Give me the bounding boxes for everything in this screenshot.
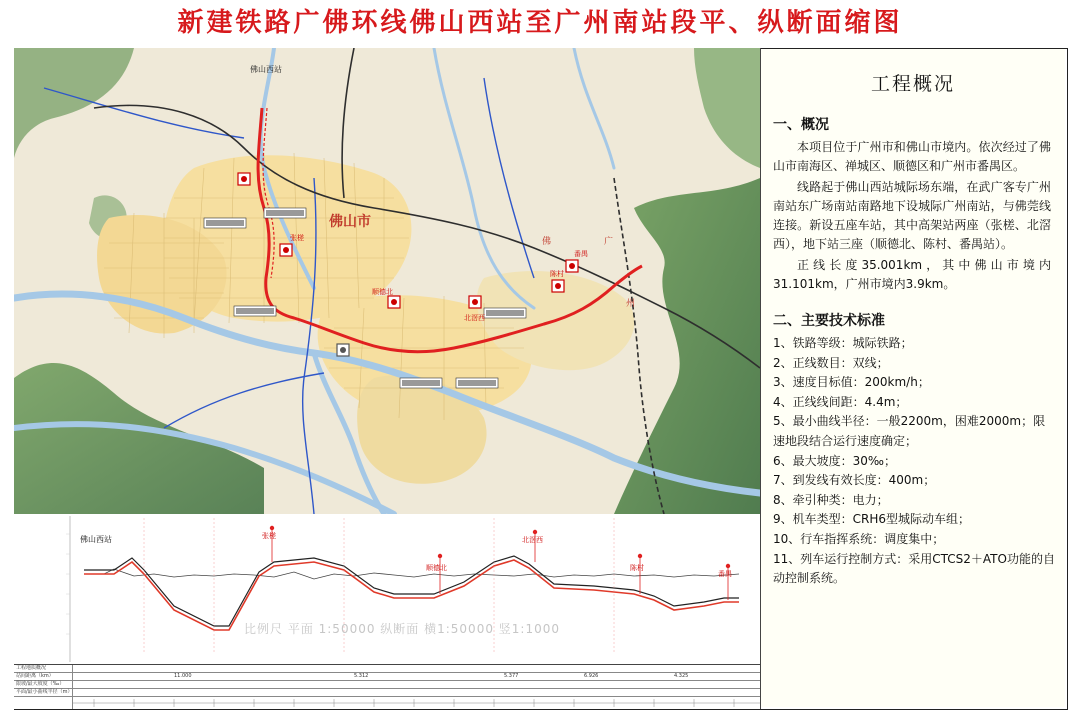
table-cell-distance: 4.325	[674, 673, 689, 679]
list-item: 8、牵引种类：电力；	[773, 492, 889, 507]
panel-heading: 工程概况	[870, 73, 955, 95]
station-marker-shundebei[interactable]	[388, 296, 400, 308]
profile-station-label-4: 陈村	[630, 564, 644, 572]
profile-station-label-3: 北滘西	[522, 536, 543, 544]
table-row	[14, 689, 760, 697]
table-row-label: 工程地质概况	[16, 665, 47, 671]
list-item: 2、正线数目：双线；	[773, 355, 889, 370]
thumbnail-zhangcha	[204, 218, 246, 228]
overview-paragraph-3: 正线长度35.001km，其中佛山市境内31.101km，广州市境内3.9km。	[773, 258, 1051, 291]
table-cell-distance: 11.000	[174, 673, 192, 679]
profile-station-label-1: 张槎	[262, 532, 276, 540]
map-station-label-chencun: 陈村	[550, 270, 564, 278]
list-item: 3、速度目标值：200km/h；	[773, 375, 930, 390]
table-row-label: 限坡/最大坡度（‰）	[16, 681, 65, 687]
profile-svg	[14, 514, 760, 664]
station-marker-panyu[interactable]	[566, 260, 578, 272]
list-item: 6、最大坡度：30‰；	[773, 453, 897, 468]
profile-station-label-2: 顺德北	[426, 564, 447, 572]
thumbnail-beijiao	[400, 378, 442, 388]
project-overview-panel	[761, 49, 1065, 707]
route-plan-map	[14, 48, 761, 515]
station-marker-foshanxi[interactable]	[238, 173, 250, 185]
overview-paragraph-2: 线路起于佛山西站城际场东端，在武广客专广州南站东广场南站南路地下设城际广州南站，与佛莞线连接。新设五座车站，其中高架站两座（张槎、北滘西），地下站三座（顺德北、陈村、番禺站）。	[773, 180, 1051, 251]
station-marker-extra[interactable]	[337, 344, 349, 356]
station-marker-zhangcha[interactable]	[280, 244, 292, 256]
thumbnail-shunde	[234, 306, 276, 316]
table-kilometer-ruler	[14, 697, 760, 709]
station-marker-beijiaoxi[interactable]	[469, 296, 481, 308]
list-item: 10、行车指挥系统：调度集中；	[773, 531, 945, 546]
map-side-label-1: 佛	[542, 237, 552, 247]
list-item: 9、机车类型：CRH6型城际动车组；	[773, 512, 971, 527]
map-label-city: 佛山市	[329, 214, 371, 230]
standards-list	[773, 334, 1055, 589]
map-side-label-3: 州	[626, 299, 636, 309]
table-cell-distance: 5.312	[354, 673, 369, 679]
profile-data-table	[14, 664, 761, 709]
station-marker-chencun[interactable]	[552, 280, 564, 292]
thumbnail-zhangcha-2	[264, 208, 306, 218]
map-station-label-beijiaoxi: 北滘西	[464, 314, 485, 322]
table-cell-distance: 5.377	[504, 673, 519, 679]
thumbnail-panyu	[484, 308, 526, 318]
profile-station-label-5: 番禺	[718, 570, 732, 578]
table-row-label: 平面/最小曲线半径（m）	[16, 689, 73, 695]
table-row	[14, 665, 760, 673]
section-standards-title: 二、主要技术标准	[773, 313, 885, 329]
table-row-label: 站间距离（km）	[16, 673, 54, 679]
table-row	[14, 681, 760, 689]
map-station-label-panyu: 番禺	[574, 250, 588, 258]
map-svg	[14, 48, 760, 514]
list-item: 11、列车运行控制方式：采用CTCS2＋ATO功能的自动控制系统。	[773, 551, 1055, 586]
profile-station-dots	[270, 526, 730, 568]
section-overview-title: 一、概况	[773, 117, 829, 133]
overview-paragraph-1: 本项目位于广州市和佛山市境内。依次经过了佛山市南海区、禅城区、顺德区和广州市番禺区。	[773, 140, 1051, 173]
profile-axis-ticks	[66, 534, 70, 634]
thumbnail-chencun	[456, 378, 498, 388]
profile-scale-note: 比例尺 平面 1:50000 纵断面 横1:50000 竖1:1000	[244, 622, 560, 636]
map-label-top-station: 佛山西站	[250, 65, 282, 74]
table-cell-distance: 6.926	[584, 673, 599, 679]
page-title: 新建铁路广佛环线佛山西站至广州南站段平、纵断面缩图	[177, 8, 903, 38]
longitudinal-profile	[14, 514, 761, 664]
profile-left-label: 佛山西站	[80, 535, 112, 544]
map-station-label-shundebei: 顺德北	[372, 288, 393, 296]
map-station-label-zhangcha: 张槎	[290, 234, 304, 242]
map-side-label-2: 广	[604, 237, 614, 247]
list-item: 7、到发线有效长度：400m；	[773, 473, 936, 488]
table-row	[14, 673, 760, 681]
list-item: 1、铁路等级：城际铁路；	[773, 336, 913, 350]
list-item: 5、最小曲线半径：一般2200m，困难2000m；限速地段结合运行速度确定；	[773, 414, 1046, 448]
list-item: 4、正线线间距：4.4m；	[773, 394, 908, 409]
